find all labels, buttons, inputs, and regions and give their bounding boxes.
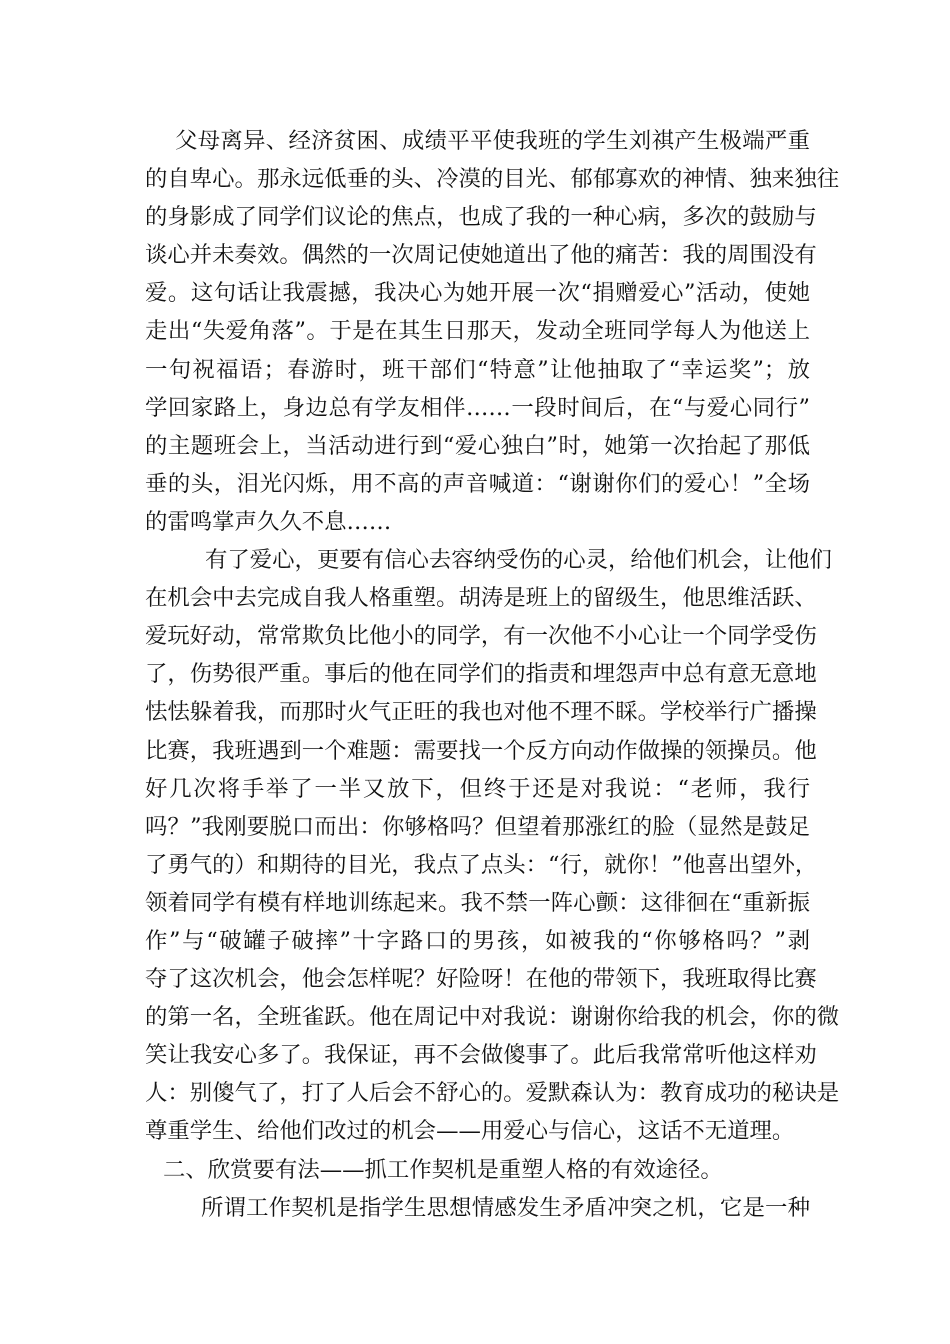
text-line: 父母离异、经济贫困、成绩平平使我班的学生刘祺产生极端严重 — [175, 128, 810, 154]
text-line: 夺了这次机会，他会怎样呢？好险呀！在他的带领下，我班取得比赛 — [145, 966, 817, 993]
text-line: 了，伤势很严重。事后的他在同学们的指责和埋怨声中总有意无意地 — [145, 661, 817, 688]
text-line: 的第一名，全班雀跃。他在周记中对我说：谢谢你给我的机会，你的微 — [145, 1004, 840, 1031]
text-line: 谈心并未奏效。偶然的一次周记使她道出了他的痛苦：我的周围没有 — [145, 242, 817, 269]
paragraph-3 — [145, 1189, 810, 1227]
text-line: 了勇气的）和期待的目光，我点了点头：“行，就你！”他喜出望外， — [145, 851, 818, 878]
text-line: 的雷鸣掌声久久不息…… — [145, 508, 392, 535]
text-line: 的身影成了同学们议论的焦点，也成了我的一种心病，多次的鼓励与 — [145, 204, 817, 231]
text-line: 爱。这句话让我震撼，我决心为她开展一次“捐赠爱心”活动，使她 — [145, 280, 810, 307]
text-line: 一句祝福语；春游时，班干部们“特意”让他抽取了“幸运奖”；放 — [145, 356, 810, 383]
text-line: 比赛，我班遇到一个难题：需要找一个反方向动作做操的领操员。他 — [145, 737, 817, 764]
paragraph-2 — [145, 541, 840, 1151]
text-line: 尊重学生、给他们改过的机会——用爱心与信心，这话不无道理。 — [145, 1118, 795, 1145]
text-line: 的自卑心。那永远低垂的头、冷漠的目光、郁郁寡欢的神情、独来独往 — [145, 166, 840, 193]
text-line: 人：别傻气了，打了人后会不舒心的。爱默森认为：教育成功的秘诀是 — [145, 1080, 840, 1107]
text-line: 的主题班会上，当活动进行到“爱心独白”时，她第一次抬起了那低 — [145, 432, 810, 459]
paragraph-1 — [145, 122, 840, 541]
text-line: 好几次将手举了一半又放下，但终于还是对我说：“老师，我行 — [145, 775, 810, 802]
document-body — [145, 122, 840, 1227]
text-line: 垂的头，泪光闪烁，用不高的声音喊道：“谢谢你们的爱心！”全场 — [145, 470, 810, 497]
text-line: 吗？”我刚要脱口而出：你够格吗？但望着那涨红的脸（显然是鼓足 — [145, 813, 810, 840]
text-line: 学回家路上，身边总有学友相伴……一段时间后，在“与爱心同行” — [145, 394, 810, 421]
text-line: 领着同学有模有样地训练起来。我不禁一阵心颤：这徘徊在“重新振 — [145, 889, 810, 916]
text-line: 怯怯躲着我，而那时火气正旺的我也对他不理不睬。学校举行广播操 — [145, 699, 817, 726]
text-line: 有了爱心，更要有信心去容纳受伤的心灵，给他们机会，让他们 — [205, 547, 832, 574]
text-line: 所谓工作契机是指学生思想情感发生矛盾冲突之机，它是一种 — [201, 1194, 810, 1221]
text-line: 作”与“破罐子破摔”十字路口的男孩，如被我的“你够格吗？”剥 — [145, 927, 810, 954]
section-heading: 二、欣赏要有法——抓工作契机是重塑人格的有效途径。 — [163, 1156, 723, 1183]
text-line: 走出“失爱角落”。于是在其生日那天，发动全班同学每人为他送上 — [145, 318, 810, 345]
text-line: 笑让我安心多了。我保证，再不会做傻事了。此后我常常听他这样劝 — [145, 1042, 817, 1069]
text-line: 在机会中去完成自我人格重塑。胡涛是班上的留级生，他思维活跃、 — [145, 585, 817, 612]
text-line: 爱玩好动，常常欺负比他小的同学，有一次他不小心让一个同学受伤 — [145, 623, 817, 650]
